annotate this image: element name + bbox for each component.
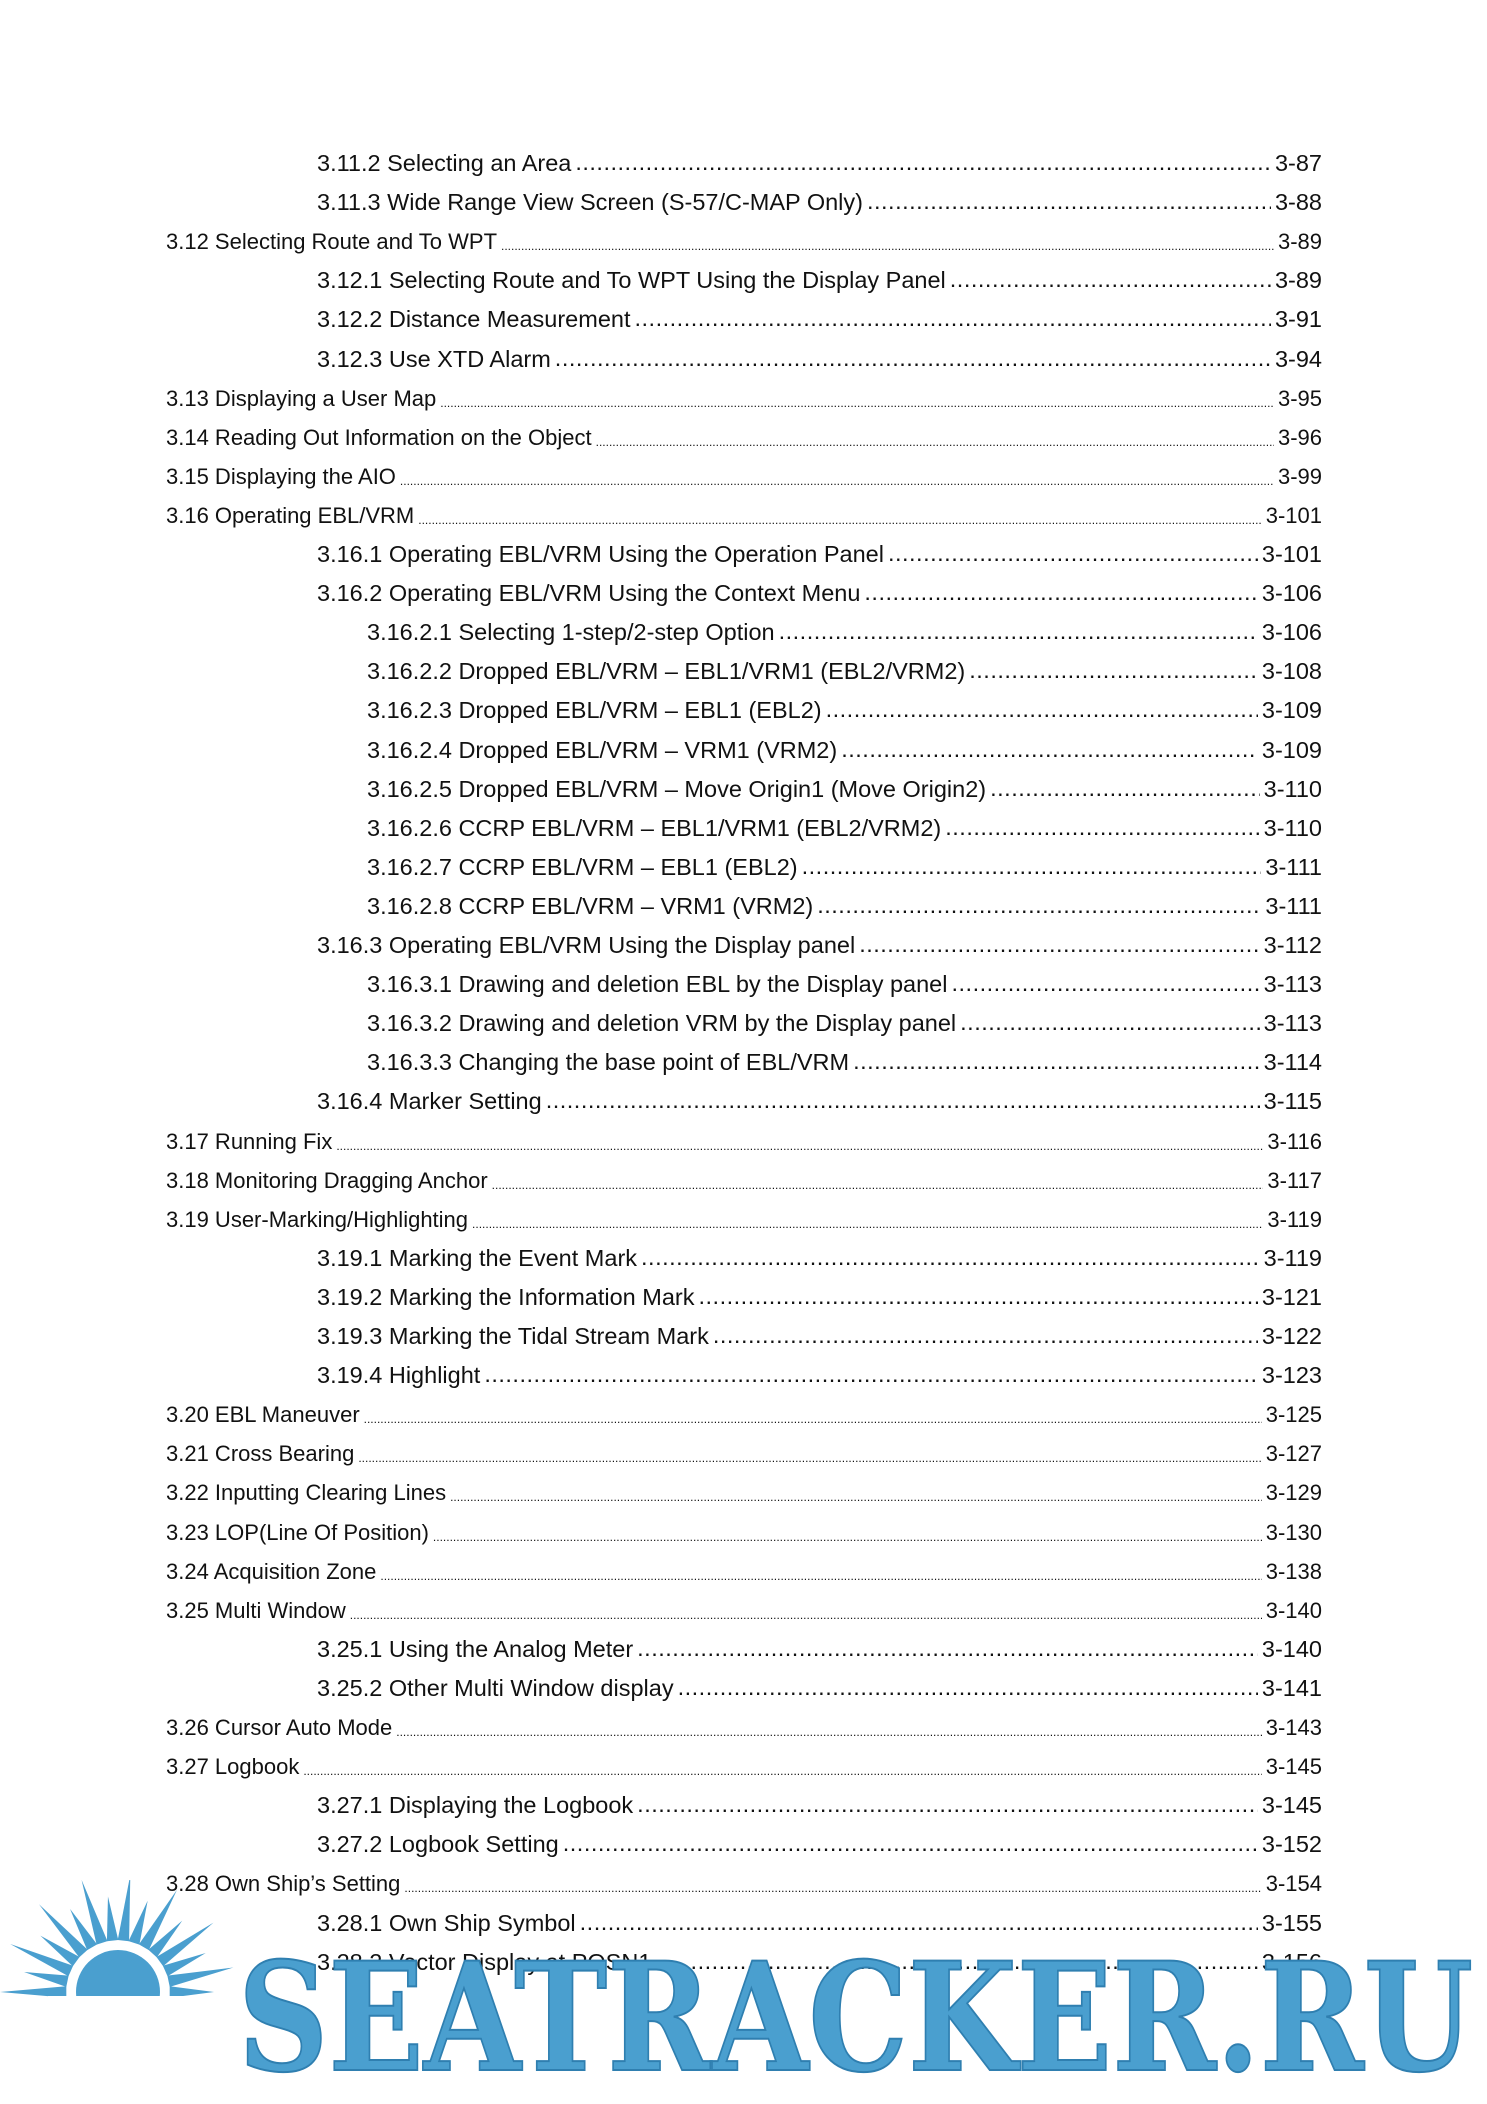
dot-leader — [826, 705, 1258, 719]
dot-leader — [641, 1253, 1260, 1267]
dot-leader — [433, 1528, 1262, 1542]
dot-leader — [945, 823, 1259, 837]
dot-leader — [951, 979, 1259, 993]
toc-entry-page: 3-91 — [1274, 306, 1322, 333]
toc-entry-page: 3-117 — [1267, 1167, 1322, 1193]
toc-entry-page: 3-152 — [1261, 1831, 1322, 1858]
toc-entry-page: 3-112 — [1263, 932, 1322, 958]
toc-entry-page: 3-111 — [1265, 853, 1322, 880]
toc-entry-title: 3.16.2.2 Dropped EBL/VRM – EBL1/VRM1 (EBL2/VRM2) — [367, 658, 966, 685]
toc-entry[interactable] — [367, 966, 1322, 998]
toc-entry-title: 3.16.2.4 Dropped EBL/VRM – VRM1 (VRM2) — [367, 736, 838, 763]
toc-entry-title: 3.16.3.2 Drawing and deletion VRM by the Display panel — [367, 1010, 957, 1037]
toc-entry-page: 3-119 — [1267, 1206, 1322, 1232]
toc-entry-title: 3.19.2 Marking the Information Mark — [317, 1283, 695, 1310]
toc-entry-page: 3-113 — [1263, 1010, 1322, 1037]
watermark-text: SEATRACKER.RU — [238, 1930, 1473, 2104]
toc-entry-title: 3.14 Reading Out Information on the Object — [166, 424, 592, 450]
toc-entry[interactable] — [317, 1826, 1322, 1858]
toc-entry[interactable] — [317, 1083, 1322, 1115]
dot-leader — [779, 627, 1258, 641]
toc-entry-title: 3.16.2.8 CCRP EBL/VRM – VRM1 (VRM2) — [367, 892, 814, 919]
toc-entry-page: 3-114 — [1263, 1049, 1322, 1076]
toc-entry-title: 3.15 Displaying the AIO — [166, 463, 396, 489]
toc-entry-page: 3-119 — [1263, 1244, 1322, 1271]
dot-leader — [960, 1018, 1259, 1032]
toc-entry-page: 3-89 — [1274, 267, 1322, 294]
toc-entry[interactable] — [317, 575, 1322, 607]
toc-entry-title: 3.19.3 Marking the Tidal Stream Mark — [317, 1323, 709, 1349]
toc-entry-page: 3-130 — [1265, 1519, 1322, 1545]
dot-leader — [596, 433, 1274, 447]
toc-entry[interactable] — [317, 1670, 1322, 1702]
toc-entry-title: 3.16.4 Marker Setting — [317, 1088, 542, 1115]
toc-entry-page: 3-138 — [1265, 1558, 1322, 1584]
dot-leader — [563, 1839, 1258, 1853]
dot-leader — [678, 1683, 1258, 1697]
toc-entry[interactable] — [317, 262, 1322, 294]
dot-leader — [484, 1370, 1258, 1384]
dot-leader — [472, 1215, 1263, 1229]
toc-entry-page: 3-101 — [1265, 502, 1322, 528]
dot-leader — [450, 1488, 1262, 1502]
dot-leader — [303, 1762, 1261, 1776]
toc-entry-title: 3.16.3.1 Drawing and deletion EBL by the Display panel — [367, 971, 948, 998]
toc-entry-page: 3-125 — [1265, 1402, 1322, 1428]
toc-entry-page: 3-129 — [1265, 1480, 1322, 1506]
toc-entry-title: 3.19.1 Marking the Event Mark — [317, 1244, 638, 1271]
toc-entry-page: 3-106 — [1261, 580, 1322, 607]
toc-entry-page: 3-110 — [1263, 814, 1322, 841]
toc-entry-title: 3.27.2 Logbook Setting — [317, 1831, 559, 1858]
toc-entry[interactable] — [317, 341, 1322, 373]
toc-entry[interactable] — [317, 301, 1322, 333]
toc-entry-title: 3.28.1 Own Ship Symbol — [317, 1909, 576, 1936]
toc-entry[interactable] — [317, 1787, 1322, 1819]
toc-entry[interactable] — [166, 1396, 1322, 1428]
toc-entry-title: 3.12.1 Selecting Route and To WPT Using the Display Panel — [317, 267, 946, 294]
toc-entry[interactable] — [166, 419, 1322, 451]
dot-leader — [501, 237, 1274, 251]
dot-leader — [637, 1800, 1258, 1814]
toc-entry-title: 3.16.3.3 Changing the base point of EBL/VRM — [367, 1049, 850, 1076]
dot-leader — [575, 158, 1271, 172]
toc-entry-page: 3-88 — [1274, 189, 1322, 216]
toc-entry-page: 3-108 — [1261, 658, 1322, 685]
toc-entry[interactable] — [166, 1474, 1322, 1506]
toc-entry-title: 3.16.2.7 CCRP EBL/VRM – EBL1 (EBL2) — [367, 853, 798, 880]
dot-leader — [336, 1137, 1263, 1151]
toc-entry-page: 3-154 — [1265, 1871, 1322, 1897]
toc-entry-page: 3-111 — [1265, 892, 1322, 919]
toc-entry[interactable] — [367, 810, 1322, 842]
toc-entry[interactable] — [317, 1240, 1322, 1272]
toc-entry-title: 3.21 Cross Bearing — [166, 1441, 355, 1467]
toc-entry-page: 3-101 — [1261, 541, 1322, 567]
toc-entry[interactable] — [367, 888, 1322, 920]
dot-leader — [950, 275, 1271, 289]
toc-entry-page: 3-94 — [1274, 345, 1322, 372]
dot-leader — [400, 472, 1274, 486]
toc-entry-page: 3-113 — [1263, 971, 1322, 998]
toc-entry[interactable] — [367, 1005, 1322, 1037]
toc-entry-title: 3.17 Running Fix — [166, 1128, 333, 1154]
toc-entry-page: 3-116 — [1267, 1128, 1322, 1154]
toc-entry-page: 3-87 — [1274, 150, 1322, 176]
toc-entry[interactable] — [166, 380, 1322, 412]
toc-entry-title: 3.16 Operating EBL/VRM — [166, 502, 415, 528]
toc-entry-title: 3.12.3 Use XTD Alarm — [317, 345, 551, 372]
dot-leader — [396, 1723, 1261, 1737]
toc-entry-title: 3.19 User-Marking/Highlighting — [166, 1206, 469, 1232]
dot-leader — [440, 394, 1274, 408]
toc-entry-title: 3.24 Acquisition Zone — [166, 1558, 377, 1584]
toc-entry-title: 3.11.2 Selecting an Area — [317, 150, 572, 176]
toc-entry-page: 3-141 — [1261, 1674, 1322, 1701]
toc-entry-title: 3.26 Cursor Auto Mode — [166, 1715, 393, 1740]
toc-entry-title: 3.27.1 Displaying the Logbook — [317, 1792, 634, 1819]
toc-entry-page: 3-127 — [1265, 1441, 1322, 1467]
toc-entry-page: 3-155 — [1261, 1909, 1322, 1936]
toc-entry-title: 3.19.4 Highlight — [317, 1362, 481, 1389]
toc-entry[interactable] — [367, 771, 1322, 803]
toc-entry-page: 3-122 — [1261, 1323, 1322, 1349]
dot-leader — [546, 1096, 1260, 1110]
toc-entry-page: 3-115 — [1263, 1088, 1322, 1115]
toc-entry[interactable] — [367, 849, 1322, 881]
toc-entry[interactable] — [317, 145, 1322, 177]
toc-entry[interactable] — [166, 1435, 1322, 1467]
toc-entry[interactable] — [367, 614, 1322, 646]
dot-leader — [713, 1331, 1258, 1345]
dot-leader — [859, 940, 1259, 954]
toc-entry[interactable] — [317, 1357, 1322, 1389]
toc-entry[interactable] — [166, 1709, 1322, 1741]
dot-leader — [418, 511, 1261, 525]
toc-entry-title: 3.16.3 Operating EBL/VRM Using the Display panel — [317, 932, 856, 958]
toc-entry[interactable] — [317, 927, 1322, 959]
dot-leader — [841, 745, 1258, 759]
toc-entry-title: 3.16.2.6 CCRP EBL/VRM – EBL1/VRM1 (EBL2/VRM2) — [367, 814, 942, 841]
dot-leader — [817, 901, 1261, 915]
toc-entry[interactable] — [367, 1044, 1322, 1076]
toc-entry-title: 3.16.2.5 Dropped EBL/VRM – Move Origin1 (Move Origin2) — [367, 775, 987, 802]
toc-entry-page: 3-109 — [1261, 736, 1322, 763]
dot-leader — [698, 1292, 1257, 1306]
toc-entry-page: 3-109 — [1261, 697, 1322, 724]
dot-leader — [864, 588, 1257, 602]
dot-leader — [492, 1176, 1264, 1190]
toc-entry-title: 3.25 Multi Window — [166, 1597, 346, 1623]
toc-entry-title: 3.27 Logbook — [166, 1754, 300, 1780]
toc-entry[interactable] — [317, 536, 1322, 568]
toc-entry[interactable] — [166, 1514, 1322, 1546]
toc-entry-page: 3-140 — [1265, 1597, 1322, 1623]
toc-entry-page: 3-140 — [1261, 1635, 1322, 1662]
toc-entry[interactable] — [317, 1279, 1322, 1311]
dot-leader — [888, 549, 1258, 563]
toc-entry[interactable] — [166, 458, 1322, 490]
toc-entry-page: 3-89 — [1277, 229, 1322, 255]
toc-entry-page: 3-96 — [1277, 424, 1322, 450]
toc-entry-page: 3-123 — [1261, 1362, 1322, 1389]
dot-leader — [358, 1449, 1261, 1463]
toc-entry-title: 3.22 Inputting Clearing Lines — [166, 1480, 447, 1506]
toc-entry-page: 3-143 — [1265, 1715, 1322, 1740]
toc-entry-title: 3.25.1 Using the Analog Meter — [317, 1635, 634, 1662]
toc-entry[interactable] — [166, 1592, 1322, 1624]
toc-entry-title: 3.20 EBL Maneuver — [166, 1402, 360, 1428]
toc-entry[interactable] — [166, 223, 1322, 255]
toc-entry[interactable] — [166, 1123, 1322, 1155]
toc-entry-title: 3.18 Monitoring Dragging Anchor — [166, 1167, 488, 1193]
toc-entry-page: 3-156 — [1261, 1948, 1322, 1975]
toc-entry-page: 3-121 — [1261, 1283, 1322, 1310]
dot-leader — [637, 1644, 1258, 1658]
dot-leader — [555, 354, 1271, 368]
toc-entry-page: 3-95 — [1277, 385, 1322, 411]
toc-entry[interactable] — [317, 1631, 1322, 1663]
sun-logo-icon — [0, 1880, 233, 2076]
toc-entry-title: 3.28 Own Ship’s Setting — [166, 1871, 401, 1897]
toc-entry[interactable] — [166, 1162, 1322, 1194]
toc-entry-title: 3.13 Displaying a User Map — [166, 385, 437, 411]
toc-entry-title: 3.23 LOP(Line Of Position) — [166, 1519, 429, 1545]
dot-leader — [635, 314, 1271, 328]
toc-entry-title: 3.11.3 Wide Range View Screen (S-57/C-MAP Only) — [317, 189, 863, 216]
toc-entry[interactable] — [367, 692, 1322, 724]
dot-leader — [364, 1410, 1262, 1424]
toc-entry-title: 3.16.2.3 Dropped EBL/VRM – EBL1 (EBL2) — [367, 697, 822, 724]
toc-entry-page: 3-106 — [1261, 619, 1322, 646]
toc-entry[interactable] — [317, 1318, 1322, 1350]
toc-entry[interactable] — [166, 1553, 1322, 1585]
toc-entry-title: 3.25.2 Other Multi Window display — [317, 1674, 674, 1701]
toc-entry-title: 3.12.2 Distance Measurement — [317, 306, 631, 333]
toc-entry-title: 3.16.1 Operating EBL/VRM Using the Operation Panel — [317, 541, 884, 567]
dot-leader — [867, 197, 1271, 211]
toc-entry-title: 3.12 Selecting Route and To WPT — [166, 229, 498, 255]
toc-entry-page: 3-99 — [1277, 463, 1322, 489]
toc-entry-title: 3.16.2 Operating EBL/VRM Using the Context Menu — [317, 580, 861, 607]
toc-entry[interactable] — [317, 184, 1322, 216]
toc-entry-title: 3.28.2 Vector Display at POSN1 — [317, 1948, 652, 1975]
toc-entry[interactable] — [367, 732, 1322, 764]
dot-leader — [350, 1606, 1262, 1620]
seatracker-watermark — [0, 1880, 1487, 2104]
toc-entry-page: 3-145 — [1265, 1754, 1322, 1780]
dot-leader — [853, 1057, 1260, 1071]
toc-entry-title: 3.16.2.1 Selecting 1-step/2-step Option — [367, 619, 775, 646]
dot-leader — [380, 1567, 1261, 1581]
toc-entry[interactable] — [166, 1748, 1322, 1780]
dot-leader — [969, 666, 1258, 680]
dot-leader — [802, 862, 1262, 876]
toc-entry-page: 3-110 — [1263, 775, 1322, 802]
toc-entry[interactable] — [166, 497, 1322, 529]
toc-entry-page: 3-145 — [1261, 1792, 1322, 1819]
toc-entry[interactable] — [367, 653, 1322, 685]
dot-leader — [990, 784, 1260, 798]
toc-entry[interactable] — [166, 1201, 1322, 1233]
